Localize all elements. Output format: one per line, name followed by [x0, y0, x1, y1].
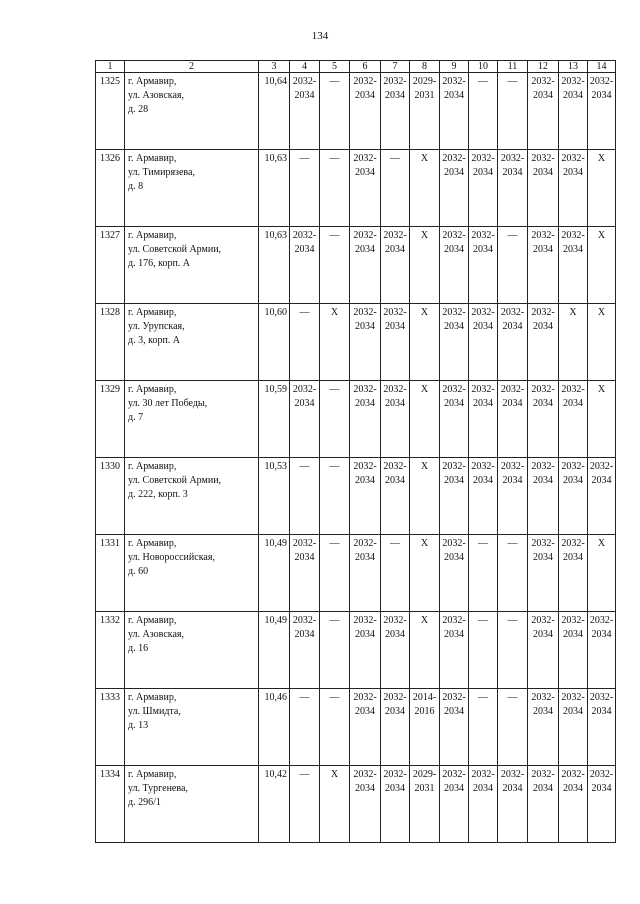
period-cell: 2032- 2034	[588, 766, 616, 843]
row-number: 1325	[96, 73, 125, 150]
period-cell: 2032- 2034	[498, 766, 528, 843]
period-cell: X	[588, 535, 616, 612]
column-header: 1	[96, 61, 125, 73]
period-cell: —	[498, 689, 528, 766]
period-cell: 2032- 2034	[440, 304, 469, 381]
period-cell: 2032- 2034	[350, 612, 381, 689]
period-cell: 2032- 2034	[381, 689, 410, 766]
area-cell: 10,60	[259, 304, 290, 381]
column-header: 8	[410, 61, 440, 73]
column-header: 13	[559, 61, 588, 73]
period-cell: —	[320, 73, 350, 150]
period-cell: 2032- 2034	[381, 458, 410, 535]
period-cell: 2032- 2034	[290, 612, 320, 689]
period-cell: 2032- 2034	[498, 458, 528, 535]
period-cell: 2032- 2034	[440, 150, 469, 227]
period-cell: 2032- 2034	[559, 689, 588, 766]
period-cell: 2032- 2034	[350, 73, 381, 150]
period-cell: 2032- 2034	[498, 150, 528, 227]
address-cell: г. Армавир, ул. Тимирязева, д. 8	[125, 150, 259, 227]
table-row	[96, 73, 616, 150]
period-cell: 2032- 2034	[559, 73, 588, 150]
row-number: 1330	[96, 458, 125, 535]
period-cell: 2032- 2034	[350, 227, 381, 304]
column-header: 14	[588, 61, 616, 73]
period-cell: 2014- 2016	[410, 689, 440, 766]
period-cell: —	[320, 612, 350, 689]
table-row	[96, 458, 616, 535]
period-cell: X	[410, 304, 440, 381]
column-header: 6	[350, 61, 381, 73]
row-number: 1333	[96, 689, 125, 766]
period-cell: 2032- 2034	[469, 458, 498, 535]
period-cell: 2032- 2034	[498, 304, 528, 381]
period-cell: 2032- 2034	[290, 227, 320, 304]
period-cell: —	[469, 689, 498, 766]
period-cell: X	[588, 381, 616, 458]
column-header: 2	[125, 61, 259, 73]
period-cell: —	[290, 304, 320, 381]
period-cell: 2032- 2034	[528, 535, 559, 612]
period-cell: —	[320, 227, 350, 304]
period-cell: X	[320, 304, 350, 381]
table-row	[96, 766, 616, 843]
row-number: 1332	[96, 612, 125, 689]
area-cell: 10,42	[259, 766, 290, 843]
row-number: 1327	[96, 227, 125, 304]
period-cell: 2032- 2034	[469, 227, 498, 304]
period-cell: 2032- 2034	[290, 381, 320, 458]
area-cell: 10,64	[259, 73, 290, 150]
period-cell: X	[559, 304, 588, 381]
period-cell: 2032- 2034	[528, 689, 559, 766]
period-cell: —	[320, 535, 350, 612]
period-cell: 2032- 2034	[588, 689, 616, 766]
period-cell: —	[469, 535, 498, 612]
period-cell: —	[290, 150, 320, 227]
period-cell: 2032- 2034	[381, 612, 410, 689]
period-cell: 2032- 2034	[290, 535, 320, 612]
area-cell: 10,49	[259, 535, 290, 612]
period-cell: —	[320, 689, 350, 766]
period-cell: 2032- 2034	[440, 535, 469, 612]
period-cell: X	[588, 304, 616, 381]
period-cell: —	[320, 150, 350, 227]
table-row	[96, 227, 616, 304]
address-cell: г. Армавир, ул. Азовская, д. 16	[125, 612, 259, 689]
address-cell: г. Армавир, ул. Новороссийская, д. 60	[125, 535, 259, 612]
area-cell: 10,53	[259, 458, 290, 535]
row-number: 1328	[96, 304, 125, 381]
period-cell: 2032- 2034	[469, 304, 498, 381]
column-header: 3	[259, 61, 290, 73]
address-cell: г. Армавир, ул. Советской Армии, д. 222, корп. 3	[125, 458, 259, 535]
period-cell: —	[381, 535, 410, 612]
period-cell: X	[410, 227, 440, 304]
column-header: 9	[440, 61, 469, 73]
period-cell: 2032- 2034	[381, 766, 410, 843]
register-table	[95, 60, 616, 843]
area-cell: 10,46	[259, 689, 290, 766]
period-cell: 2032- 2034	[440, 689, 469, 766]
address-cell: г. Армавир, ул. Урупская, д. 3, корп. А	[125, 304, 259, 381]
period-cell: 2032- 2034	[498, 381, 528, 458]
period-cell: 2032- 2034	[528, 612, 559, 689]
period-cell: X	[588, 150, 616, 227]
period-cell: 2032- 2034	[559, 227, 588, 304]
period-cell: 2032- 2034	[469, 150, 498, 227]
period-cell: —	[290, 766, 320, 843]
period-cell: —	[290, 689, 320, 766]
area-cell: 10,59	[259, 381, 290, 458]
period-cell: 2032- 2034	[559, 458, 588, 535]
address-cell: г. Армавир, ул. Азовская, д. 28	[125, 73, 259, 150]
table-row	[96, 689, 616, 766]
table-header	[96, 61, 616, 73]
period-cell: 2032- 2034	[440, 381, 469, 458]
period-cell: 2032- 2034	[528, 150, 559, 227]
period-cell: 2032- 2034	[350, 150, 381, 227]
table-row	[96, 304, 616, 381]
period-cell: X	[410, 381, 440, 458]
period-cell: 2032- 2034	[588, 73, 616, 150]
area-cell: 10,63	[259, 150, 290, 227]
period-cell: 2032- 2034	[528, 458, 559, 535]
period-cell: —	[469, 73, 498, 150]
period-cell: 2029- 2031	[410, 73, 440, 150]
period-cell: 2032- 2034	[559, 766, 588, 843]
column-header: 11	[498, 61, 528, 73]
row-number: 1331	[96, 535, 125, 612]
period-cell: 2032- 2034	[528, 381, 559, 458]
period-cell: —	[498, 612, 528, 689]
row-number: 1329	[96, 381, 125, 458]
area-cell: 10,63	[259, 227, 290, 304]
period-cell: 2032- 2034	[381, 381, 410, 458]
table-row	[96, 612, 616, 689]
period-cell: 2032- 2034	[559, 381, 588, 458]
period-cell: 2032- 2034	[350, 381, 381, 458]
table-row	[96, 535, 616, 612]
period-cell: 2032- 2034	[528, 766, 559, 843]
period-cell: 2032- 2034	[559, 535, 588, 612]
column-header: 4	[290, 61, 320, 73]
period-cell: 2029- 2031	[410, 766, 440, 843]
period-cell: 2032- 2034	[528, 304, 559, 381]
address-cell: г. Армавир, ул. Советской Армии, д. 176, корп. А	[125, 227, 259, 304]
period-cell: X	[410, 612, 440, 689]
column-header: 5	[320, 61, 350, 73]
column-number-row	[96, 61, 616, 73]
period-cell: 2032- 2034	[350, 766, 381, 843]
page-number: 134	[311, 30, 329, 42]
period-cell: —	[320, 381, 350, 458]
period-cell: 2032- 2034	[381, 227, 410, 304]
address-cell: г. Армавир, ул. 30 лет Победы, д. 7	[125, 381, 259, 458]
period-cell: 2032- 2034	[588, 612, 616, 689]
period-cell: 2032- 2034	[290, 73, 320, 150]
period-cell: —	[469, 612, 498, 689]
period-cell: X	[410, 150, 440, 227]
period-cell: —	[290, 458, 320, 535]
column-header: 7	[381, 61, 410, 73]
period-cell: 2032- 2034	[469, 381, 498, 458]
column-header: 12	[528, 61, 559, 73]
period-cell: —	[381, 150, 410, 227]
period-cell: 2032- 2034	[559, 150, 588, 227]
period-cell: 2032- 2034	[350, 689, 381, 766]
period-cell: 2032- 2034	[381, 304, 410, 381]
period-cell: 2032- 2034	[440, 766, 469, 843]
row-number: 1334	[96, 766, 125, 843]
period-cell: X	[410, 535, 440, 612]
address-cell: г. Армавир, ул. Тургенева, д. 296/1	[125, 766, 259, 843]
period-cell: 2032- 2034	[440, 73, 469, 150]
period-cell: 2032- 2034	[350, 304, 381, 381]
period-cell: X	[588, 227, 616, 304]
period-cell: 2032- 2034	[469, 766, 498, 843]
period-cell: —	[498, 535, 528, 612]
period-cell: 2032- 2034	[440, 458, 469, 535]
table-body	[96, 73, 616, 843]
period-cell: —	[320, 458, 350, 535]
period-cell: 2032- 2034	[440, 227, 469, 304]
period-cell: 2032- 2034	[528, 73, 559, 150]
period-cell: 2032- 2034	[588, 458, 616, 535]
period-cell: —	[498, 227, 528, 304]
period-cell: 2032- 2034	[440, 612, 469, 689]
period-cell: X	[320, 766, 350, 843]
column-header: 10	[469, 61, 498, 73]
period-cell: 2032- 2034	[528, 227, 559, 304]
period-cell: 2032- 2034	[381, 73, 410, 150]
table-row	[96, 381, 616, 458]
period-cell: 2032- 2034	[559, 612, 588, 689]
period-cell: X	[410, 458, 440, 535]
period-cell: 2032- 2034	[350, 535, 381, 612]
period-cell: 2032- 2034	[350, 458, 381, 535]
row-number: 1326	[96, 150, 125, 227]
period-cell: —	[498, 73, 528, 150]
area-cell: 10,49	[259, 612, 290, 689]
address-cell: г. Армавир, ул. Шмидта, д. 13	[125, 689, 259, 766]
table-row	[96, 150, 616, 227]
